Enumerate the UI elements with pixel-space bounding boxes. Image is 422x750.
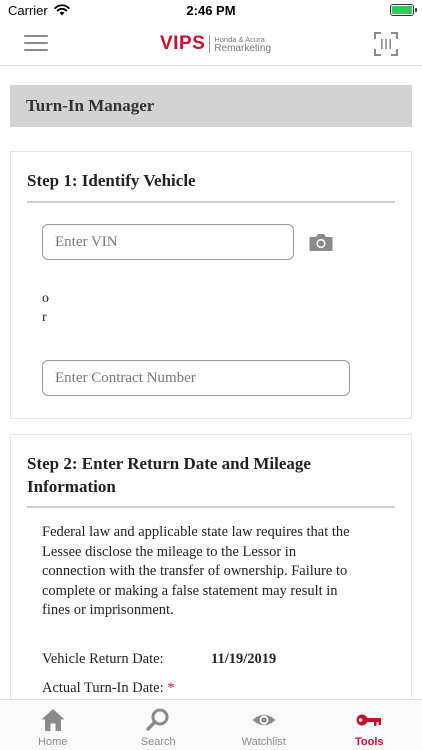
required-asterisk: * [167,680,175,696]
step1-card [10,151,412,419]
logo-subtitle-top: Honda & Acura [214,35,265,44]
step1-divider [27,201,395,203]
tab-watchlist[interactable] [211,700,317,750]
tab-tools-label: Tools [354,736,384,748]
status-bar [0,0,422,22]
battery-icon [390,4,414,16]
step2-title: Step 2: Enter Return Date and Mileage Information [27,454,311,496]
eye-icon [251,707,277,733]
contract-number-input[interactable] [42,360,350,396]
step2-card [10,434,412,699]
logo-subtitle [209,35,271,53]
step2-divider [27,506,395,508]
tab-home-label: Home [38,736,68,748]
step1-title: Step 1: Identify Vehicle [27,171,196,190]
main-content[interactable] [0,67,422,699]
actual-turn-in-date-row [42,680,175,697]
actual-turn-in-date-label: Actual Turn-In Date: [42,680,164,696]
barcode-scan-icon[interactable] [374,32,398,56]
carrier-label: Carrier [8,3,48,18]
vehicle-return-date-value: 11/19/2019 [211,651,277,667]
tab-search[interactable] [106,700,212,750]
mileage-disclosure-text: Federal law and applicable state law requires that the Lessee disclose the mileage to the Lessor in connection with the transfer of ownership. Failure to complete or making a false statement may result in fines or imprisonment. [42,524,350,618]
tab-watchlist-label: Watchlist [241,736,286,748]
tab-home[interactable] [0,700,106,750]
tab-tools[interactable] [317,700,422,750]
vin-input[interactable] [42,224,294,260]
vips-logo [160,32,271,56]
app-header [0,22,422,66]
hamburger-menu-button[interactable] [24,35,48,53]
or-separator: or [42,291,49,325]
status-time: 2:46 PM [186,3,236,18]
key-icon [355,707,383,733]
vehicle-return-date-label: Vehicle Return Date: [42,651,164,667]
home-icon [40,707,66,733]
tab-search-label: Search [140,736,176,748]
search-icon [145,707,171,733]
camera-icon[interactable] [309,232,333,252]
logo-subtitle-bottom: Remarketing [214,43,272,54]
page-title-bar [10,85,412,127]
bottom-tab-bar [0,699,422,750]
logo-wordmark: VIPS [160,33,206,54]
page-title: Turn-In Manager [26,96,155,115]
